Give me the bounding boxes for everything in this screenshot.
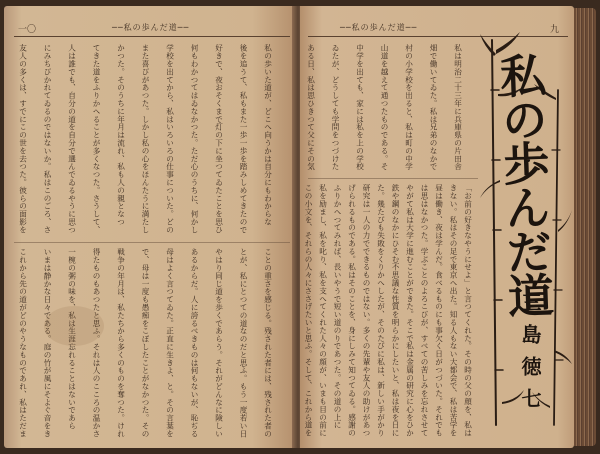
column-divider-left	[14, 242, 290, 243]
text-column: とが、私にとつての道なのだと思ふ。もう一度若い日	[239, 248, 248, 438]
text-column: ゐたが、どうしても学問をつづけた	[331, 44, 340, 171]
text-column: 何もわかつてはゐなかつた。ただ心のうちに、何かし	[190, 44, 199, 234]
text-column: あるからだ。人に誇るべきものは何もないが、恥ぢる	[190, 248, 199, 438]
text-column: にみちびかれてゐるのではないか。私はこのごろ、さ	[43, 44, 52, 234]
text-column: やはり同じ道を歩くであらう。それがどんなに険しい	[214, 248, 224, 438]
text-column: また喜びがあつた。しかし私の心をほんたうに満たし	[141, 44, 150, 234]
text-column: やがて私は大学に進むことができた。そこで私は金属の研究に心をひか	[405, 184, 415, 437]
page-number-right: 九	[550, 25, 560, 35]
paper-stain	[44, 306, 104, 346]
text-column: 学校を出てから、私はいろいろの仕事についた。どの	[165, 44, 175, 234]
text-column: 「お前の好きなやうにせよ」と言つてくれた。その時の父の顔を、私は	[463, 184, 473, 437]
text-column: 畑で働いてゐた。私は兄弟のなかで	[429, 44, 438, 171]
text-column: 私は明治二十三年に兵庫県の片田舎	[453, 44, 463, 171]
text-column: きない。私はその足で東京へ出た。知る人もない大都会で、私は苦学を	[449, 184, 458, 437]
text-column: この小文を、それらの人々にささげたいと思ふ。そして、これから道を	[304, 184, 313, 437]
left-page	[4, 6, 296, 448]
text-column: 人は誰でも、自分の道を自分で選んでゐるやうに思つ	[67, 44, 77, 234]
text-column: 研究は一人の力でできるものではない。多くの先輩や友人の助けがあつ	[362, 184, 371, 437]
text-column: かつた。そのうちに年月は流れ、私も人の親となつ	[116, 44, 126, 226]
text-column: は思はなかつた。学ぶことのよろこびが、すべての苦しみを忘れさせて	[420, 184, 429, 437]
text-column: ことの重さを感じる。残された者には、残された者の	[263, 248, 273, 438]
running-head-left: ──私の歩んだ道──	[112, 23, 190, 32]
text-column: げられるものである。私はそのことを、身にしみて知つてゐる。感謝の	[347, 184, 357, 437]
text-column: 昼は働き、夜は学んだ。食べるものにも事欠く日がつづいた。それでも	[434, 184, 444, 437]
text-column: 得たものもあつたと思ふ。それは人のこころの温かさ	[92, 248, 101, 438]
text-column: 村の小学校を出ると、私は町の中学	[404, 44, 414, 171]
article-title: 私の歩んだ道	[492, 51, 556, 317]
text-column: これから先の道がどのやうなものであれ、私はただま	[18, 248, 28, 438]
page-edges	[574, 8, 596, 446]
text-column: 山道を越えて通つたものである。そ	[380, 44, 389, 171]
text-column: 母はよく言つてゐた。正直に生きよ、と。その言葉を	[165, 248, 175, 438]
text-column: 中学を出ても、家には私を上の学校	[355, 44, 365, 171]
running-head-right: ──私の歩んだ道──	[340, 23, 418, 32]
column-divider-right	[308, 178, 478, 179]
text-column: いまは静かな日々である。庭の竹が風にそよぐ音をき	[43, 248, 52, 438]
text-column: 好きで、夜おそくまで灯の下に坐つてゐたことを思ひ	[214, 44, 224, 234]
article-title-block	[478, 30, 572, 430]
text-column: 私の歩いた道が、どこへ向うかは自分にもわからな	[263, 44, 273, 226]
text-column: た。幾たびも失敗をくりかへしたが、そのたびに私は、新しい手がかり	[376, 184, 386, 437]
text-column: てきた道をふりかへることが多くなつた。さうして、	[92, 44, 101, 234]
text-column: 私を励まし、私を叱り、私を支へてくれた人々の顔が、いまも目の前に	[318, 184, 328, 437]
text-column: ふりかへつてみれば、長いやうで短い道のりであつた。その道の上に	[333, 184, 342, 429]
text-column: 鉄や鋼のなかにひそむ不思議な性質を明らかにしたいと、私は夜を日に	[391, 184, 400, 437]
text-column: 一椀の粥の味を、私は生涯忘れることはないであら	[67, 248, 77, 430]
header-rule-left	[14, 36, 290, 37]
page-number-left: 一〇	[18, 25, 37, 35]
article-author: 三島徳七	[518, 292, 542, 420]
text-column: 戦争の年月は、私たちから多くのものを奪つた。けれ	[116, 248, 126, 438]
text-column: ある日、私は思ひきつて父にその気	[306, 44, 316, 171]
text-column: で、母は一度も愚痴をこぼしたことがなかつた。その	[141, 248, 150, 438]
text-column: 友人の多くは、すでにこの世を去つた。彼らの面影を	[18, 44, 28, 234]
text-column: 後を追うて、私もまた一歩一歩を踏みしめてきたので	[239, 44, 248, 234]
